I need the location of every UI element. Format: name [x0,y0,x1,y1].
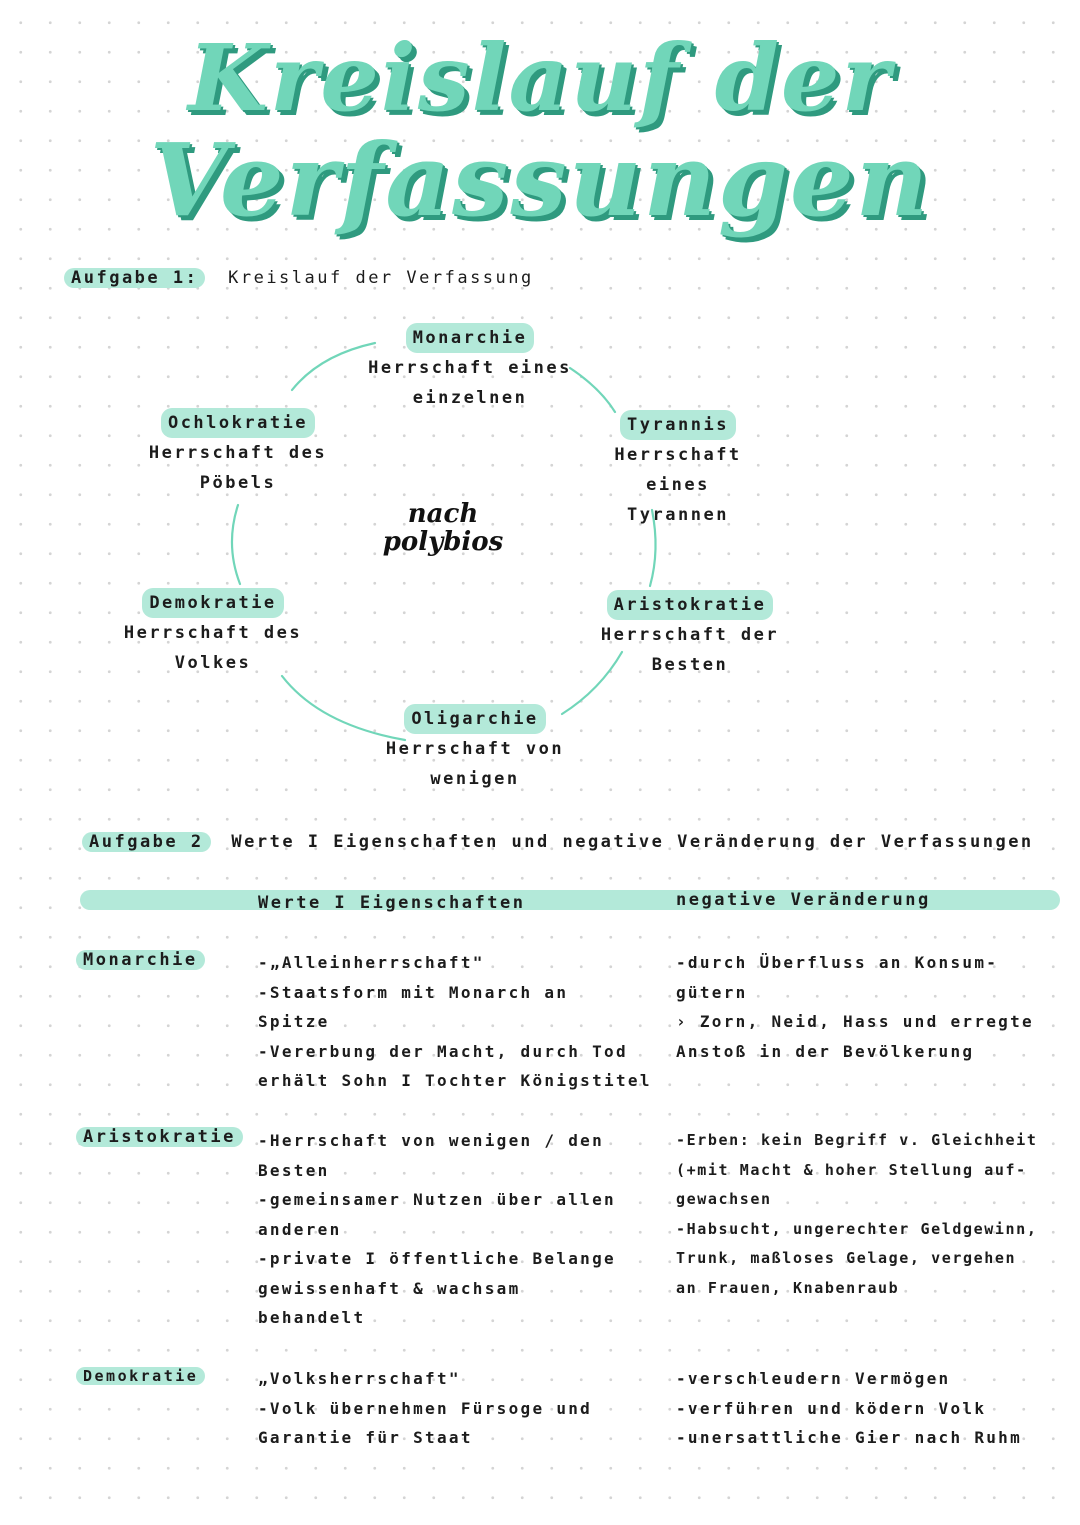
node-desc-line2: Volkes [174,653,252,673]
table-cell-values-demokratie: „Volksherrschaft" -Volk übernehmen Fürsoge und Garantie für Staat [258,1369,593,1447]
cycle-node-oligarchie [370,704,580,794]
cycle-node-aristokratie [590,590,790,680]
node-name: Tyrannis [620,410,736,440]
table-row-label-demokratie [76,1367,205,1385]
page-title-line1: Kreislauf der [187,24,893,132]
node-desc-line2: Pöbels [199,473,277,493]
node-name: Oligarchie [404,704,545,734]
node-desc-line2: einzelnen [412,388,528,408]
task1-label: Aufgabe 1: [64,268,205,288]
cycle-node-tyrannis [578,410,778,530]
table-row-label-aristokratie [76,1127,243,1147]
node-name: Monarchie [406,323,535,353]
page-title-line2: Verfassungen [149,121,931,239]
node-desc-line2: Tyrannen [627,505,729,525]
center-note-line2: polybios [382,527,504,557]
column-header-negative: negative Veränderung [676,890,931,910]
node-desc-line2: wenigen [430,769,520,789]
table-cell-values-aristokratie: -Herrschaft von wenigen / den Besten -gemeinsamer Nutzen über allen anderen -private I öffentliche Belange gewissenhaft & wachsam behandelt [258,1131,616,1327]
task2-text: Werte I Eigenschaften und negative Veränderung der Verfassungen [231,832,1034,852]
task2-heading [82,832,1034,852]
table-cell-negative-monarchie: -durch Überfluss an Konsum- gütern › Zorn, Neid, Hass und erregte Anstoß in der Bevölkerung [676,953,1034,1061]
cycle-node-monarchie [355,323,585,413]
task1-text: Kreislauf der Verfassung [228,268,534,288]
column-header-values: Werte I Eigenschaften [258,893,526,913]
row-label: Monarchie [76,950,205,970]
node-desc-line1: Herrschaft eines [368,358,572,378]
cycle-node-ochlokratie [128,408,348,498]
table-cell-values-monarchie: -„Alleinherrschaft" -Staatsform mit Monarch an Spitze -Vererbung der Macht, durch Tod erhält Sohn I Tochter Königstitel [258,953,652,1090]
task2-label: Aufgabe 2 [82,832,211,852]
node-desc-line1: Herrschaft der [600,625,780,645]
row-label: Aristokratie [76,1127,243,1147]
row-label: Demokratie [76,1367,205,1385]
cycle-center-note [368,500,518,556]
node-desc-line1: Herrschaft eines [614,445,742,495]
node-desc-line1: Herrschaft von [385,739,565,759]
table-cell-negative-demokratie: -verschleudern Vermögen -verführen und ködern Volk -unersattliche Gier nach Ruhm [676,1369,1023,1447]
node-name: Aristokratie [607,590,774,620]
arc-demokratie-ochlokratie [232,505,240,584]
cycle-node-demokratie [108,588,318,678]
node-desc-line2: Besten [651,655,729,675]
table-row-label-monarchie [76,950,205,970]
node-name: Demokratie [142,588,283,618]
center-note-line1: nach [407,499,479,529]
table-cell-negative-aristokratie: -Erben: kein Begriff v. Gleichheit (+mit Macht & hoher Stellung auf- gewachsen -Habsucht, ungerechter Geldgewinn, Trunk, maßloses Gelage, vergehen an Frauen, Knabenraub [676,1131,1038,1297]
node-name: Ochlokratie [161,408,315,438]
node-desc-line1: Herrschaft des [148,443,328,463]
node-desc-line1: Herrschaft des [123,623,303,643]
